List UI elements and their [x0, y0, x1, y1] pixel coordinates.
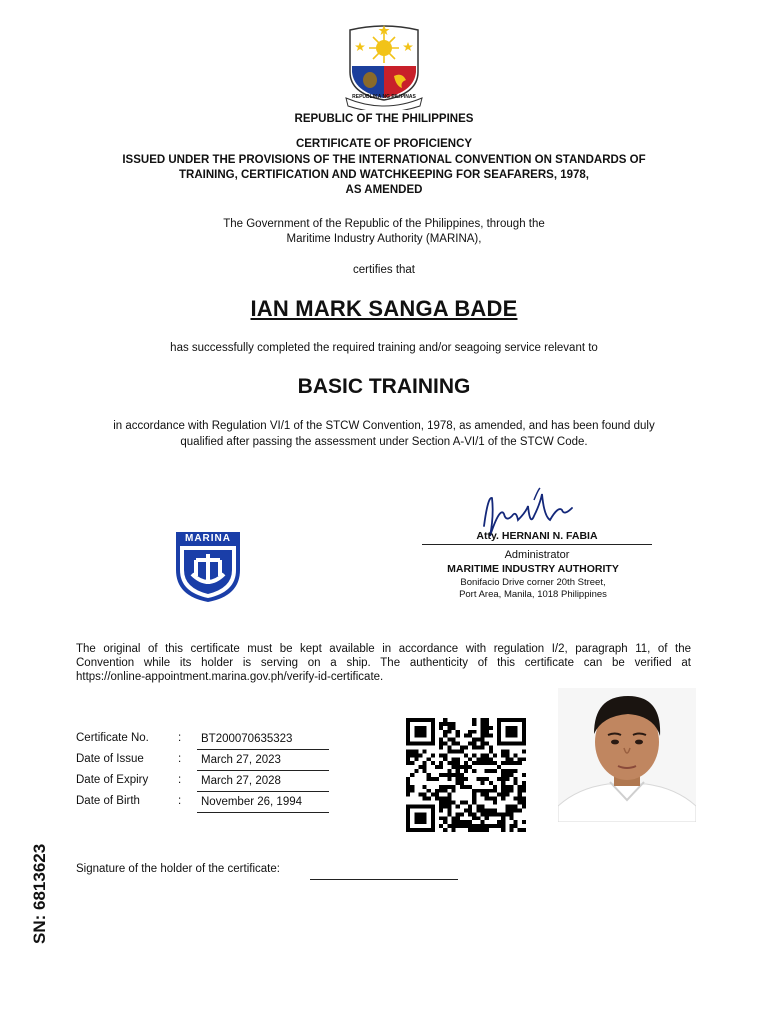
expiry-date-value: March 27, 2028 — [197, 771, 329, 792]
notice-line-1: The original of this certificate must be kept available in accordance with regulation I/2, paragraph 11, of the — [76, 643, 691, 655]
signatory-title: Administrator — [504, 549, 570, 561]
intro-line-1: The Government of the Republic of the Philippines, through the — [223, 218, 545, 230]
marina-logo — [174, 530, 242, 604]
details-colon: : — [178, 795, 182, 807]
holder-signature-label: Signature of the holder of the certificate: — [76, 863, 280, 875]
seal-scroll-text: REPUBLIKA NG PILIPINAS — [352, 94, 416, 100]
intro-line-2: Maritime Industry Authority (MARINA), — [286, 233, 482, 245]
notice-line-2: Convention while its holder is serving on a ship. The authenticity of this certificate can be verified at — [76, 657, 691, 669]
birth-date-label: Date of Birth — [76, 795, 140, 807]
notice-line-3: https://online-appointment.marina.gov.ph/verify-id-certificate. — [76, 671, 384, 683]
details-colon: : — [178, 732, 182, 744]
completion-text: has successfully completed the required training and/or seagoing service relevant to — [170, 342, 598, 354]
accordance-line-2: qualified after passing the assessment under Section A-VI/1 of the STCW Code. — [180, 436, 588, 448]
signatory-address-1: Bonifacio Drive corner 20th Street, — [460, 577, 606, 588]
details-colon: : — [178, 753, 182, 765]
expiry-date-label: Date of Expiry — [76, 774, 149, 786]
details-row — [76, 771, 336, 792]
course-title: BASIC TRAINING — [297, 375, 471, 398]
certifies-text: certifies that — [353, 264, 415, 276]
convention-line-1: ISSUED UNDER THE PROVISIONS OF THE INTERNATIONAL CONVENTION ON STANDARDS OF — [122, 154, 646, 166]
holder-photo — [558, 688, 696, 822]
qr-code-icon — [406, 718, 526, 832]
holder-signature-field[interactable] — [310, 879, 458, 880]
convention-line-2: TRAINING, CERTIFICATION AND WATCHKEEPING FOR SEAFARERS, 1978, — [179, 169, 589, 181]
holder-name: IAN MARK SANGA BADE — [250, 296, 518, 321]
birth-date-value: November 26, 1994 — [197, 792, 329, 813]
republic-heading: REPUBLIC OF THE PHILIPPINES — [294, 113, 474, 125]
philippine-seal — [340, 22, 428, 110]
signatory-org: MARITIME INDUSTRY AUTHORITY — [447, 563, 619, 575]
details-row — [76, 729, 336, 750]
certificate-no-value: BT200070635323 — [197, 729, 329, 750]
certificate-no-label: Certificate No. — [76, 732, 149, 744]
issue-date-label: Date of Issue — [76, 753, 144, 765]
signatory-name: Atty. HERNANI N. FABIA — [476, 530, 598, 542]
issue-date-value: March 27, 2023 — [197, 750, 329, 771]
certificate-title: CERTIFICATE OF PROFICIENCY — [295, 138, 473, 150]
signature-line — [422, 544, 652, 545]
signatory-address-2: Port Area, Manila, 1018 Philippines — [459, 589, 607, 600]
marina-logo-text: MARINA — [185, 533, 231, 544]
verification-qr-code[interactable] — [406, 718, 526, 832]
details-row — [76, 750, 336, 771]
accordance-line-1: in accordance with Regulation VI/1 of the STCW Convention, 1978, as amended, and has been found duly — [113, 420, 655, 432]
details-colon: : — [178, 774, 182, 786]
convention-line-3: AS AMENDED — [345, 184, 423, 196]
serial-number: SN: 6813623 — [30, 843, 49, 944]
details-row — [76, 792, 336, 813]
